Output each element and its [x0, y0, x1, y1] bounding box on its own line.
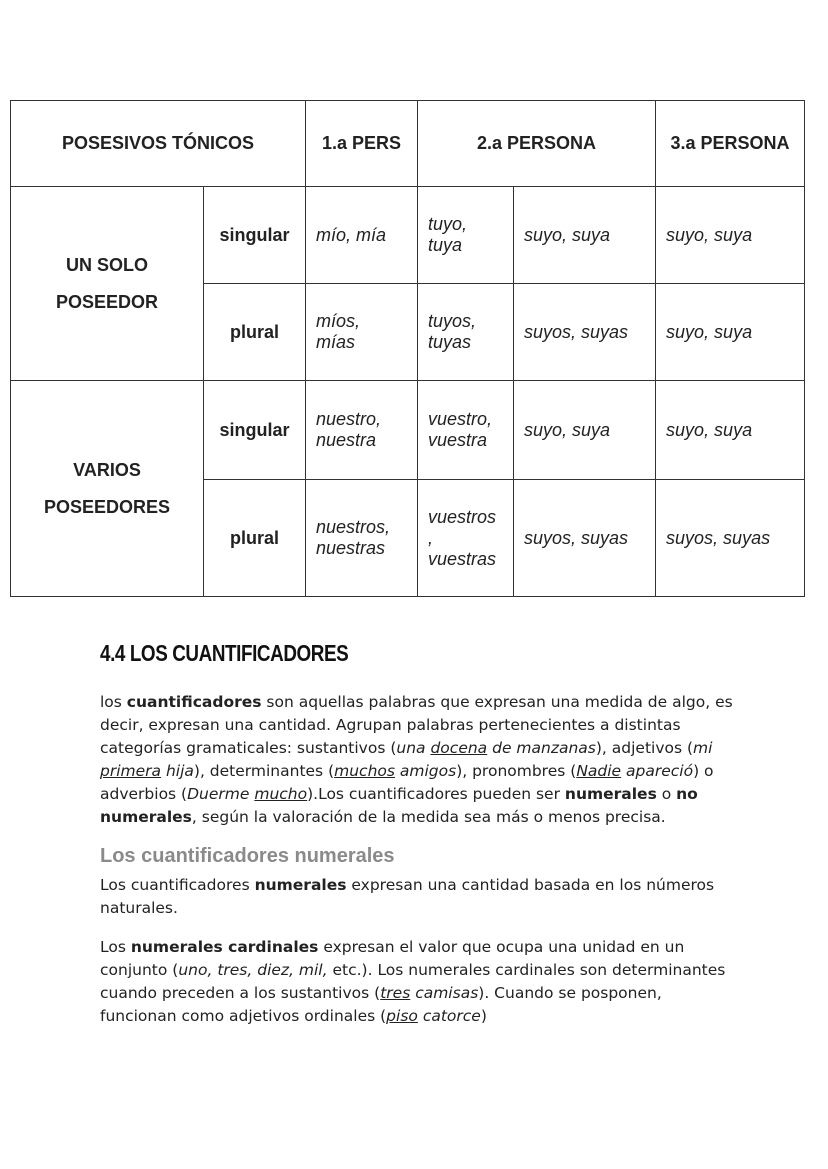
cell-third-person: suyos, suyas — [656, 480, 805, 597]
cell-text: , — [428, 527, 434, 548]
number-label: singular — [204, 187, 306, 284]
cell-second-person-b: suyos, suyas — [514, 480, 656, 597]
cell-text: nuestras — [316, 538, 386, 558]
cell-text: tuyo, — [428, 214, 468, 234]
cell-text: tuya — [428, 235, 463, 255]
table-row — [11, 187, 805, 284]
cell-second-person — [418, 381, 514, 480]
cell-text: nuestro, — [316, 409, 382, 429]
text: ). Cuando se posponen, funcionan como adjetivos ordinales ( — [100, 984, 662, 1025]
cell-text: nuestra — [316, 430, 377, 450]
example-underlined: primera — [100, 762, 162, 780]
text: ), pronombres ( — [456, 762, 577, 780]
col-third-person: 3.a PERSONA — [656, 101, 805, 187]
subsection-title: Los cuantificadores numerales — [100, 845, 395, 867]
cell-second-person — [418, 187, 514, 284]
text: etc.). Los numerales cardinales son determinantes cuando preceden a los sustantivos ( — [100, 961, 726, 1002]
cell-text: nuestros, — [316, 517, 391, 537]
cell-first-person — [306, 480, 418, 597]
quantifiers-section — [100, 640, 740, 1044]
text: expresan una cantidad basada en los números naturales. — [100, 876, 715, 917]
example: una — [396, 739, 431, 757]
table-header-row — [11, 101, 805, 187]
cell-second-person — [418, 284, 514, 381]
table-title: POSESIVOS TÓNICOS — [11, 101, 306, 187]
cell-second-person-b: suyo, suya — [514, 187, 656, 284]
example: amigos — [394, 762, 457, 780]
number-label: plural — [204, 480, 306, 597]
bold-term: numerales — [564, 785, 657, 803]
number-label: plural — [204, 284, 306, 381]
text: son aquellas palabras que expresan una medida de algo, es decir, expresan una cantidad. Agrupan palabras pertenecientes a distintas categorías gramaticales: sustantivos ( — [100, 693, 733, 757]
cell-text: mías — [316, 332, 356, 352]
number-label: singular — [204, 381, 306, 480]
example-underlined: Nadie — [576, 762, 622, 780]
cell-text: vuestro, — [428, 409, 493, 429]
text: ) — [480, 1007, 487, 1025]
bold-term: cuantificadores — [126, 693, 262, 711]
example-underlined: muchos — [334, 762, 395, 780]
text: los — [100, 693, 127, 711]
cell-third-person: suyo, suya — [656, 284, 805, 381]
example: uno, tres, diez, mil, — [178, 961, 328, 979]
text: ).Los cuantificadores pueden ser — [307, 785, 565, 803]
example: mi — [693, 739, 713, 757]
bold-term: numerales — [254, 876, 347, 894]
text: o — [656, 785, 677, 803]
text: ), adjetivos ( — [595, 739, 694, 757]
intro-paragraph — [100, 691, 740, 829]
text: expresan el valor que ocupa una unidad en un conjunto ( — [100, 938, 685, 979]
text: ) o adverbios ( — [100, 762, 714, 803]
text: Los — [100, 938, 131, 956]
text: Los cuantificadores — [100, 876, 255, 894]
bold-term: no numerales — [100, 785, 698, 826]
group-label — [11, 187, 204, 381]
col-second-person: 2.a PERSONA — [418, 101, 656, 187]
section-title: 4.4 LOS CUANTIFICADORES — [100, 640, 349, 666]
group-label-line: POSEEDOR — [55, 291, 159, 312]
table-row — [11, 381, 805, 480]
text: , según la valoración de la medida sea más o menos precisa. — [191, 808, 666, 826]
possessives-table — [10, 100, 805, 597]
group-label-line: POSEEDORES — [43, 496, 171, 517]
cell-second-person-b: suyos, suyas — [514, 284, 656, 381]
cardinales-paragraph — [100, 936, 740, 1028]
cell-text: mío, mía — [316, 224, 387, 245]
group-label — [11, 381, 204, 597]
col-first-person: 1.a PERS — [306, 101, 418, 187]
example: hija — [161, 762, 194, 780]
cell-third-person: suyo, suya — [656, 187, 805, 284]
cell-second-person — [418, 480, 514, 597]
example-underlined: docena — [430, 739, 488, 757]
bold-term: numerales cardinales — [130, 938, 319, 956]
example-underlined: tres — [380, 984, 411, 1002]
group-label-line: VARIOS — [73, 459, 141, 480]
cell-text: tuyos, — [428, 311, 477, 331]
example: camisas — [410, 984, 479, 1002]
cell-first-person — [306, 187, 418, 284]
cell-third-person: suyo, suya — [656, 381, 805, 480]
cell-text: tuyas — [428, 332, 472, 352]
example: apareció — [621, 762, 694, 780]
example-underlined: piso — [386, 1007, 418, 1025]
example: Duerme — [187, 785, 255, 803]
example: de manzanas — [487, 739, 596, 757]
group-label-line: UN SOLO — [65, 254, 148, 275]
cell-first-person — [306, 381, 418, 480]
text: ), determinantes ( — [193, 762, 335, 780]
cell-text: vuestras — [428, 548, 497, 569]
cell-text: míos, — [316, 311, 361, 331]
cell-first-person — [306, 284, 418, 381]
cell-text: vuestros — [428, 506, 497, 527]
example-underlined: mucho — [254, 785, 308, 803]
cell-second-person-b: suyo, suya — [514, 381, 656, 480]
example: catorce — [417, 1007, 481, 1025]
cell-text: vuestra — [428, 430, 488, 450]
numerales-paragraph — [100, 874, 740, 920]
